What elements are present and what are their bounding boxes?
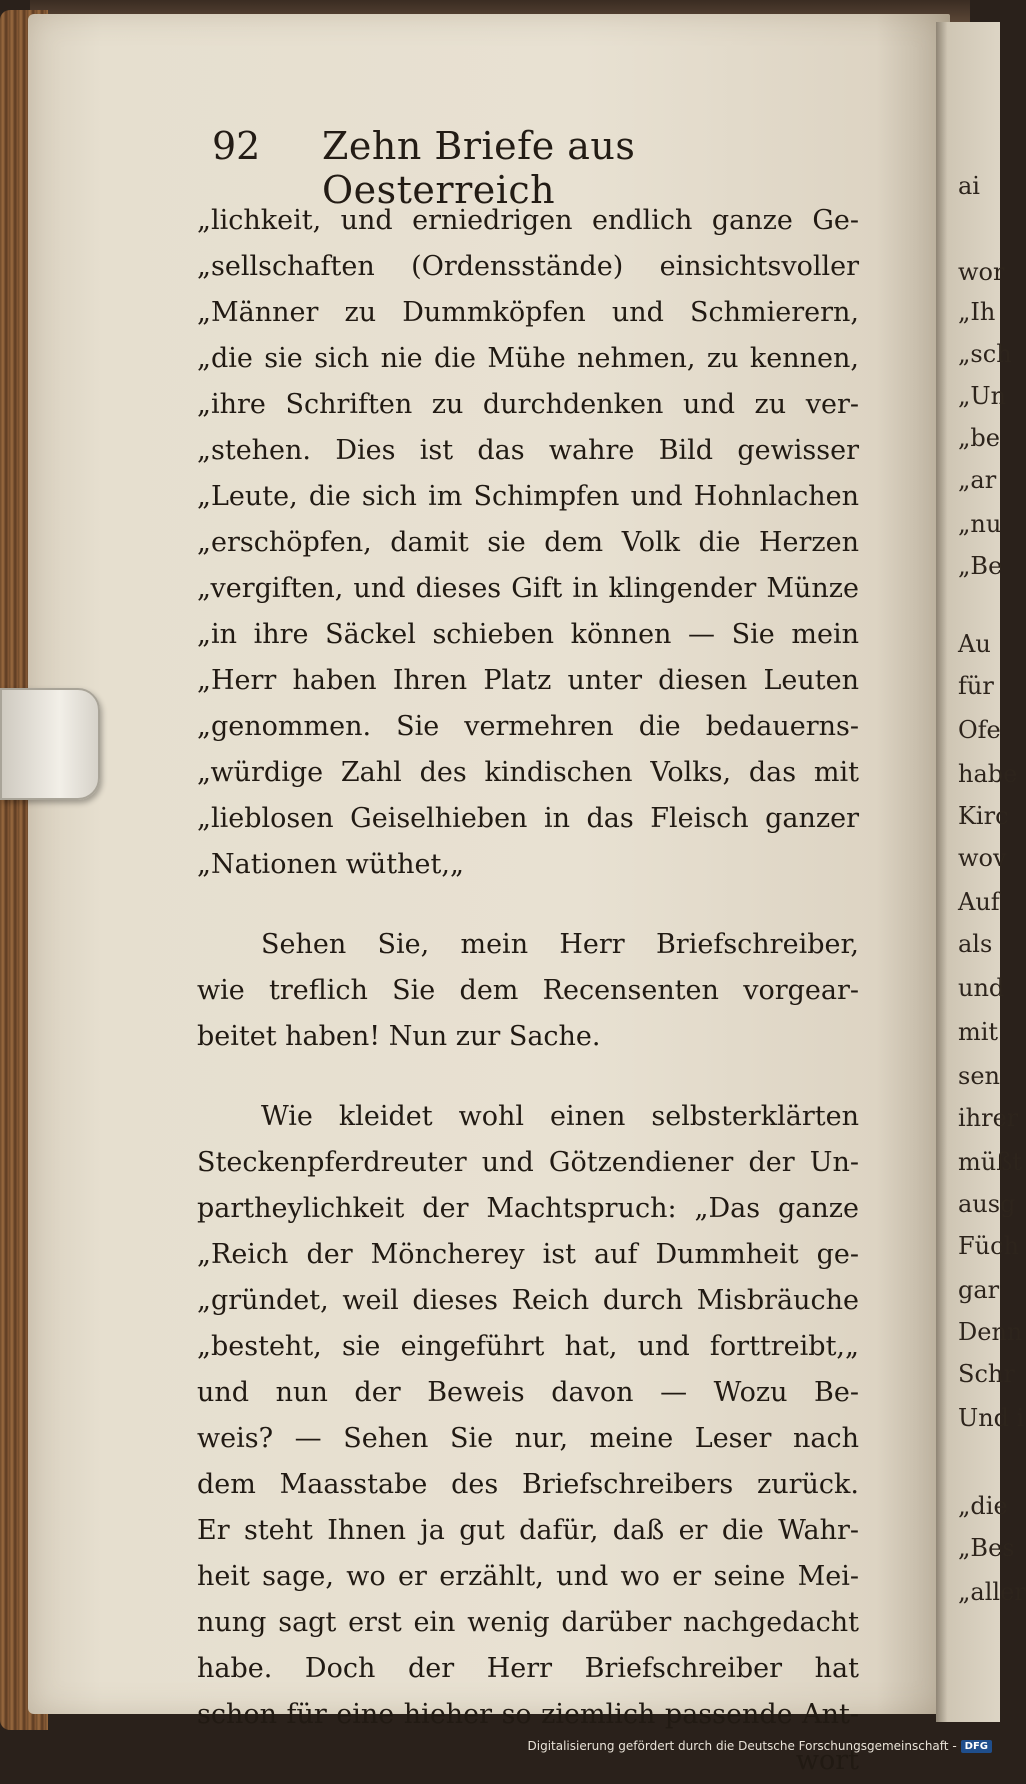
text-line: dem Maasstabe des Briefschreibers zurück. [197,1469,859,1500]
next-page-fragment: Kirc [958,802,1009,830]
text-line: schon für eine hieher so ziemlich passende Ant- [197,1699,859,1730]
next-page-fragment: „be [958,424,1000,452]
next-page-fragment: wov [958,844,1007,872]
text-line: „vergiften, und dieses Gift in klingender Münze [197,573,859,604]
next-page-fragment: Ofe [958,716,1001,744]
next-page-fragment: ihrer [958,1104,1019,1132]
next-page-fragment: wor [958,258,1005,286]
next-page-fragment: habe [958,760,1018,788]
text-line: „sellschaften (Ordensstände) einsichtsvoller [197,251,859,282]
text-line: „ihre Schriften zu durchdenken und zu ver- [197,389,859,420]
text-line: heit sage, wo er erzählt, und wo er seine Mei- [197,1561,859,1592]
next-page-fragment: „die [958,1492,1008,1520]
next-page-fragment: Auf [958,888,1000,916]
next-page-fragment: „sch [958,340,1012,368]
next-page-fragment: „ar [958,466,997,494]
text-line: Sehen Sie, mein Herr Briefschreiber, [261,929,859,960]
next-page-fragment: mit [958,1018,999,1046]
text-line: Steckenpferdreuter und Götzendiener der Un- [197,1147,859,1178]
paragraph-3 [197,1094,859,1784]
running-title: Zehn Briefe aus Oesterreich [322,124,636,212]
next-page-fragment: Füch [958,1232,1020,1260]
running-head [212,124,852,212]
next-page-fragment: „Bes [958,1534,1015,1562]
page-number: 92 [212,124,261,168]
text-line: „lichkeit, und erniedrigen endlich ganze Ge- [197,205,859,236]
text-line: und nun der Beweis davon — Wozu Be- [197,1377,859,1408]
credit-text: Digitalisierung gefördert durch die Deutsche Forschungsgemeinschaft - [527,1739,957,1753]
text-line: beitet haben! Nun zur Sache. [197,1021,601,1052]
text-line: „besteht, sie eingeführt hat, und forttreibt,„ [197,1331,859,1362]
text-line: „Nationen wüthet,„ [197,849,464,880]
page-clip [0,688,100,800]
text-line: „Leute, die sich im Schimpfen und Hohnlachen [197,481,859,512]
next-page-fragment: Denn [958,1318,1023,1346]
catchword: wort [795,1745,859,1776]
text-line: „erschöpfen, damit sie dem Volk die Herzen [197,527,859,558]
text-line: nung sagt erst ein wenig darüber nachgedacht [197,1607,859,1638]
text-line: wie treflich Sie dem Recensenten vorgear- [197,975,859,1006]
text-line: „gründet, weil dieses Reich durch Misbräuche [197,1285,859,1316]
next-page-edge [936,22,1026,1722]
next-page-fragment: müßt [958,1148,1022,1176]
next-page-fragment: Au [958,630,991,658]
text-line: „Herr haben Ihren Platz unter diesen Leuten [197,665,859,696]
next-page-fragment: ai [958,172,980,200]
next-page-fragment: und [958,974,1005,1002]
paragraph-quote [197,198,859,888]
paragraph-2 [197,922,859,1060]
next-page-fragment: „Ih [958,298,996,326]
text-line: „genommen. Sie vermehren die bedauerns- [197,711,859,742]
next-page-fragment: als [958,930,993,958]
next-page-fragment: für [958,672,994,700]
next-page-fragment: ausg [958,1190,1016,1218]
text-line: „Männer zu Dummköpfen und Schmierern, [197,297,859,328]
next-page-fragment: gar [958,1276,1000,1304]
digitization-credit [528,1739,993,1753]
next-page-fragment: „aller [958,1578,1026,1606]
body-text [197,198,859,1784]
next-page-fragment: „Un [958,382,1007,410]
next-page-fragment: Und i [958,1404,1025,1432]
text-line: Er steht Ihnen ja gut dafür, daß er die Wahr- [197,1515,859,1546]
next-page-fragment: „Be [958,552,1003,580]
next-page-fragment: Schr [958,1360,1015,1388]
text-line: „würdige Zahl des kindischen Volks, das mit [197,757,859,788]
text-line: habe. Doch der Herr Briefschreiber hat [197,1653,859,1684]
text-line: „die sie sich nie die Mühe nehmen, zu kennen, [197,343,859,374]
next-page-fragment: „nu [958,510,1002,538]
next-page-fragment: sen [958,1062,1000,1090]
text-line: „in ihre Säckel schieben können — Sie mein [197,619,859,650]
text-line: „Reich der Möncherey ist auf Dummheit ge- [197,1239,859,1270]
text-line: „lieblosen Geiselhieben in das Fleisch ganzer [197,803,859,834]
dfg-logo: DFG [961,1740,992,1753]
text-line: weis? — Sehen Sie nur, meine Leser nach [197,1423,859,1454]
text-line: Wie kleidet wohl einen selbsterklärten [261,1101,859,1132]
text-line: „stehen. Dies ist das wahre Bild gewisser [197,435,859,466]
text-line: partheylichkeit der Machtspruch: „Das ganze [197,1193,859,1224]
